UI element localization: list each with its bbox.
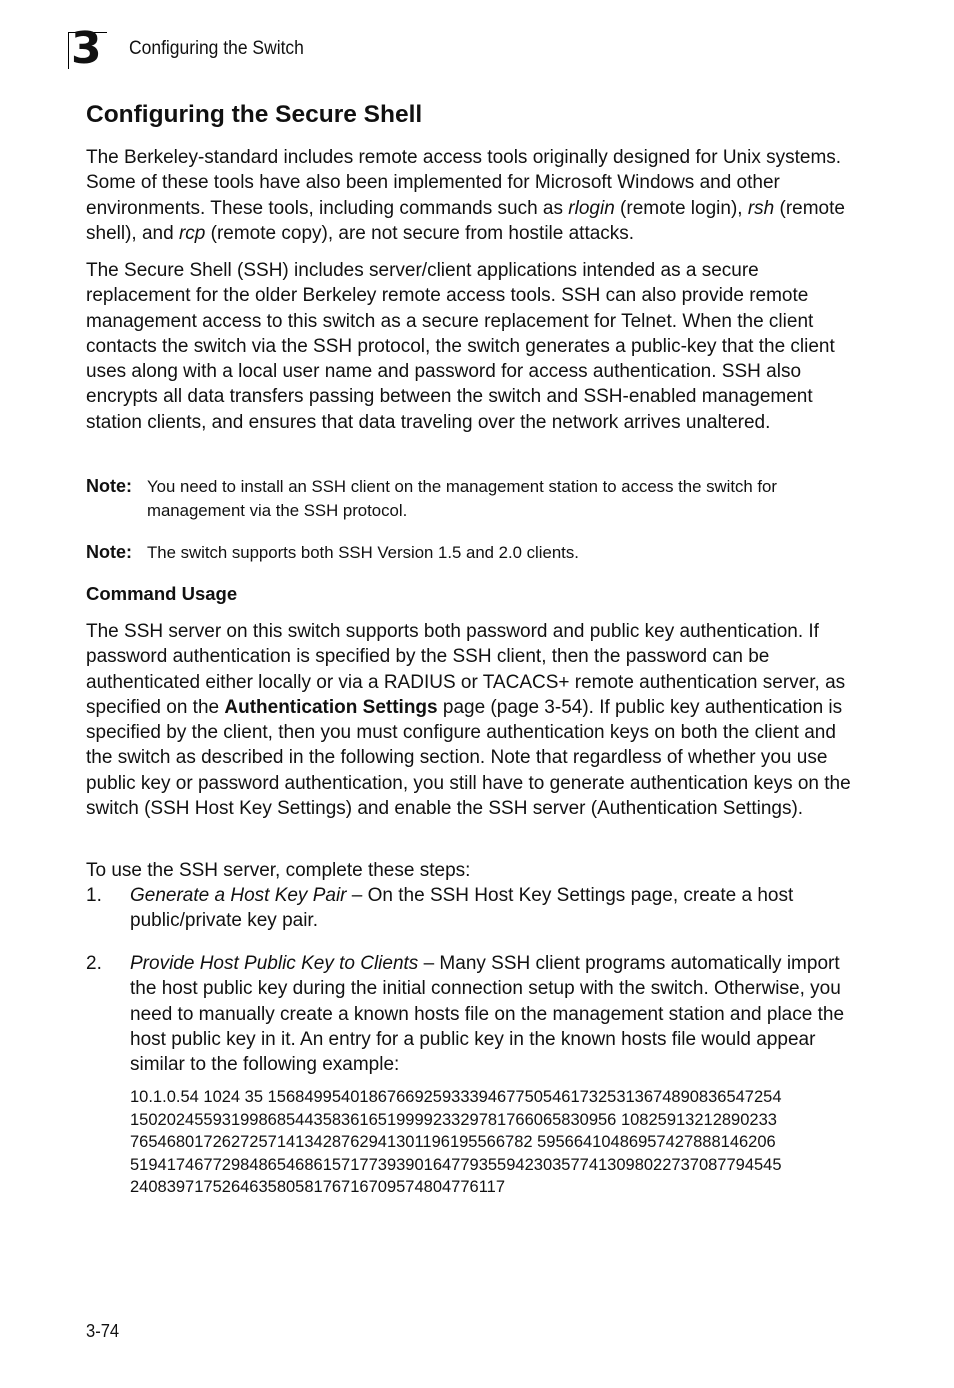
note-1: [86, 475, 856, 520]
text: The SSH server on this switch supports both password and public key authentication. If password authentication is specified by the SSH client, then the password can be authenticated either locally or via a RADIUS or TACACS+ remote authentication server, as specified on the: [86, 621, 846, 718]
intro-paragraph: [86, 145, 851, 246]
step-number: 2.: [86, 953, 102, 974]
note-2: [86, 541, 856, 565]
text: (remote shell), and: [86, 197, 845, 244]
note-text: You need to install an SSH client on the management station to access the switch for management via the SSH protocol.: [147, 477, 777, 520]
key-line: 10.1.0.54 1024 35 15684995401867669259333946775054617325313674890836547254: [130, 1088, 782, 1106]
steps-intro: To use the SSH server, complete these steps:: [86, 860, 471, 881]
ssh-paragraph: The Secure Shell (SSH) includes server/client applications intended as a secure replacement for the older Berkeley remote access tools. SSH can also provide remote management access to this switch as a secure replacement for Telnet. When the client contacts the switch via the SSH protocol, the switch generates a public-key that the client uses along with a local user name and password for access authentication. SSH also encrypts all data transfers passing between the switch and SSH-enabled management station clients, and ensures that data traveling over the network arrives unaltered.: [86, 260, 835, 433]
command-usage-heading: Command Usage: [86, 583, 238, 604]
note-label: Note:: [86, 542, 132, 562]
key-line: 15020245593199868544358361651999923329781766065830956 10825913212890233: [130, 1110, 777, 1129]
note-text: The switch supports both SSH Version 1.5 and 2.0 clients.: [147, 543, 579, 562]
running-head: Configuring the Switch: [129, 38, 304, 59]
section-title: Configuring the Secure Shell: [86, 101, 423, 128]
note-label: Note:: [86, 476, 132, 496]
command-rsh: rsh: [747, 197, 775, 219]
text: (remote login),: [614, 197, 748, 219]
chapter-number-badge: [68, 23, 107, 74]
known-hosts-example: [130, 1086, 782, 1199]
step-text: – Many SSH client programs automatically import the host public key during the initial connection setup with the switch. Otherwise, you need to manually create a known hosts file on the management station and place the host public key in it. An entry for a public key in the known hosts file would appear similar to the following example:: [130, 953, 845, 1076]
key-line: 51941746772984865468615717739390164779355942303577413098022737087794545: [130, 1155, 782, 1174]
command-usage-paragraph: [86, 619, 851, 821]
authentication-settings-ref: Authentication Settings: [224, 696, 438, 718]
step-number: 1.: [86, 885, 102, 906]
step-text: – On the SSH Host Key Settings page, create a host public/private key pair.: [130, 885, 794, 932]
step-title: Provide Host Public Key to Clients: [130, 953, 419, 974]
text: The Berkeley-standard includes remote access tools originally designed for Unix systems. Some of these tools have also been implemented for Microsoft Windows and other environments. These tools, including commands such as: [86, 147, 842, 219]
command-rlogin: rlogin: [568, 197, 615, 219]
key-line: 24083971752646358058176716709574804776117: [130, 1178, 506, 1197]
command-rcp: rcp: [178, 222, 206, 244]
text: (remote copy), are not secure from hostile attacks.: [205, 222, 635, 244]
step-title: Generate a Host Key Pair: [130, 885, 347, 906]
text: page (page 3-54). If public key authentication is specified by the client, then you must configure authentication keys on both the client and the switch as described in the following section. Note that regardless of whether you use public key or password authentication, you still have to generate authentication keys on the switch (SSH Host Key Settings) and enable the SSH server (Authentication Settings).: [86, 696, 851, 820]
chapter-number: 3: [71, 23, 102, 74]
key-line: 76546801726272571413428762941301196195566782 59566410486957427888146206: [130, 1133, 776, 1152]
page-number: 3-74: [86, 1321, 120, 1341]
